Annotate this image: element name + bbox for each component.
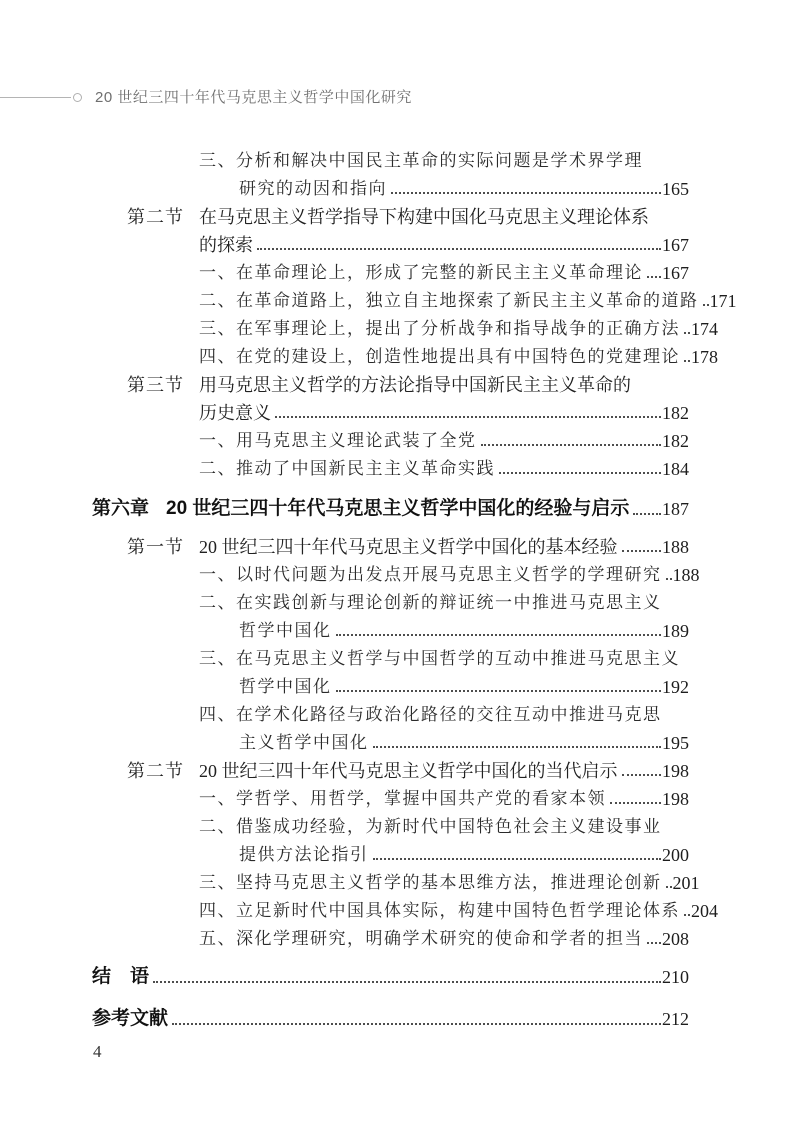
page-ref: 184: [662, 459, 689, 479]
toc-entry-text: 二、借鉴成功经验，为新时代中国特色社会主义建设事业: [199, 817, 662, 836]
dot-leader: [647, 276, 661, 278]
toc-row: [92, 588, 689, 616]
toc-entry-text: 三、坚持马克思主义哲学的基本思维方法，推进理论创新: [199, 873, 662, 892]
dot-leader: [622, 550, 662, 552]
toc-entry-text: 提供方法论指引: [239, 845, 369, 864]
toc-entry-label: 第一节: [127, 537, 184, 557]
page-ref: 187: [662, 499, 689, 519]
dot-leader: [336, 690, 662, 692]
toc-row: [92, 961, 689, 991]
toc-entry-text: 主义哲学中国化: [239, 733, 369, 752]
toc-row: [92, 454, 689, 482]
toc-row: [92, 398, 689, 426]
toc-row: [92, 868, 700, 896]
dot-leader: [684, 914, 690, 916]
toc-entry-text: 研究的动因和指向: [239, 179, 387, 198]
toc-entry-text: 二、推动了中国新民主主义革命实践: [199, 459, 495, 478]
toc-row: [92, 174, 689, 202]
page-ref: 165: [662, 179, 689, 199]
dot-leader: [481, 444, 662, 446]
toc-row: [92, 812, 689, 840]
page-ref: 189: [662, 621, 689, 641]
dot-leader: [373, 858, 662, 860]
dot-leader: [666, 578, 672, 580]
toc-entry-text: 四、立足新时代中国具体实际，构建中国特色哲学理论体系: [199, 901, 680, 920]
toc-row: [92, 370, 689, 398]
toc-entry-text: 在马克思主义哲学指导下构建中国化马克思主义理论体系: [199, 207, 649, 227]
dot-leader: [666, 886, 672, 888]
toc-row: [92, 560, 700, 588]
dot-leader: [684, 332, 690, 334]
toc-row: [92, 146, 689, 174]
page-ref: 171: [709, 291, 737, 311]
page-ref: 188: [672, 565, 700, 585]
page-ref: 200: [662, 845, 689, 865]
toc-row: [92, 756, 689, 784]
page-ref: 210: [662, 967, 689, 987]
toc-entry-text: 三、分析和解决中国民主革命的实际问题是学术界学理: [199, 151, 643, 170]
page-ref: 198: [662, 789, 689, 809]
dot-leader: [172, 1023, 661, 1025]
toc-entry-text: 20 世纪三四十年代马克思主义哲学中国化的基本经验: [199, 537, 618, 557]
toc-entry-text: 二、在革命道路上，独立自主地探索了新民主主义革命的道路: [199, 291, 699, 310]
toc-entry-text: 哲学中国化: [239, 621, 332, 640]
toc-entry-text: 三、在马克思主义哲学与中国哲学的互动中推进马克思主义: [199, 649, 680, 668]
dot-leader: [153, 981, 661, 983]
page-ref: 167: [662, 235, 689, 255]
dot-leader: [373, 746, 662, 748]
toc-entry-text: 四、在党的建设上，创造性地提出具有中国特色的党建理论: [199, 347, 680, 366]
toc-row: [92, 728, 689, 756]
toc-row: [92, 493, 689, 523]
toc-row: [92, 1003, 689, 1033]
toc-entry-text: 一、用马克思主义理论武装了全党: [199, 431, 477, 450]
dot-leader: [336, 634, 662, 636]
toc-entry-label: 第二节: [127, 761, 184, 781]
toc-entry-text: 一、学哲学、用哲学，掌握中国共产党的看家本领: [199, 789, 606, 808]
dot-leader: [622, 774, 662, 776]
toc-entry-label: 第二节: [127, 207, 184, 227]
toc-row: [92, 784, 689, 812]
dot-leader: [391, 192, 661, 194]
page-ref: 208: [662, 929, 689, 949]
page-ref: 178: [691, 347, 718, 367]
dot-leader: [610, 802, 661, 804]
toc-row: [92, 202, 689, 230]
dot-leader: [684, 360, 690, 362]
toc-row: [92, 700, 689, 728]
dot-leader: [499, 472, 661, 474]
page-ref: 198: [662, 761, 689, 781]
toc-entry-text: 用马克思主义哲学的方法论指导中国新民主主义革命的: [199, 375, 631, 395]
page-ref: 212: [662, 1009, 689, 1029]
toc-row: [92, 342, 718, 370]
toc-row: [92, 230, 689, 258]
toc-row: [92, 672, 689, 700]
dot-leader: [647, 942, 661, 944]
toc-entry-text: 一、以时代问题为出发点开展马克思主义哲学的学理研究: [199, 565, 662, 584]
toc-row: [92, 644, 689, 672]
toc-row: [92, 616, 689, 644]
toc-row: [92, 426, 689, 454]
toc-entry-label: 第六章: [92, 498, 150, 519]
toc-entry-text: 的探索: [199, 235, 253, 255]
page-ref: 167: [662, 263, 689, 283]
toc-entry-text: 结 语: [92, 966, 150, 987]
page-ref: 174: [691, 319, 718, 339]
page-ref: 201: [672, 873, 700, 893]
toc-row: [92, 314, 718, 342]
page-ref: 195: [662, 733, 689, 753]
header-rule: [0, 97, 71, 98]
toc-row: [92, 532, 689, 560]
toc-row: [92, 896, 718, 924]
toc-entry-text: 一、在革命理论上，形成了完整的新民主主义革命理论: [199, 263, 643, 282]
page-ref: 204: [691, 901, 718, 921]
dot-leader: [275, 416, 661, 418]
header-ring-icon: [73, 93, 82, 102]
toc-entry-text: 20 世纪三四十年代马克思主义哲学中国化的经验与启示: [166, 498, 630, 519]
toc-entry-text: 20 世纪三四十年代马克思主义哲学中国化的当代启示: [199, 761, 618, 781]
toc-entry-label: 第三节: [127, 375, 184, 395]
folio-page-number: 4: [93, 1042, 102, 1061]
dot-leader: [257, 248, 661, 250]
toc-entry-text: 三、在军事理论上，提出了分析战争和指导战争的正确方法: [199, 319, 680, 338]
page-ref: 192: [662, 677, 689, 697]
table-of-contents: [92, 146, 737, 1033]
toc-entry-text: 五、深化学理研究，明确学术研究的使命和学者的担当: [199, 929, 643, 948]
toc-row: [92, 840, 689, 868]
toc-entry-text: 四、在学术化路径与政治化路径的交往互动中推进马克思: [199, 705, 662, 724]
toc-row: [92, 286, 737, 314]
dot-leader: [703, 304, 709, 306]
page-ref: 182: [662, 403, 689, 423]
toc-entry-text: 参考文献: [92, 1008, 169, 1029]
running-header-title: 20 世纪三四十年代马克思主义哲学中国化研究: [95, 89, 412, 106]
dot-leader: [633, 513, 661, 515]
toc-row: [92, 924, 689, 952]
running-header: [0, 88, 799, 108]
toc-entry-text: 历史意义: [199, 403, 271, 423]
toc-row: [92, 258, 689, 286]
page-ref: 188: [662, 537, 689, 557]
toc-entry-text: 二、在实践创新与理论创新的辩证统一中推进马克思主义: [199, 593, 662, 612]
page-ref: 182: [662, 431, 689, 451]
toc-entry-text: 哲学中国化: [239, 677, 332, 696]
